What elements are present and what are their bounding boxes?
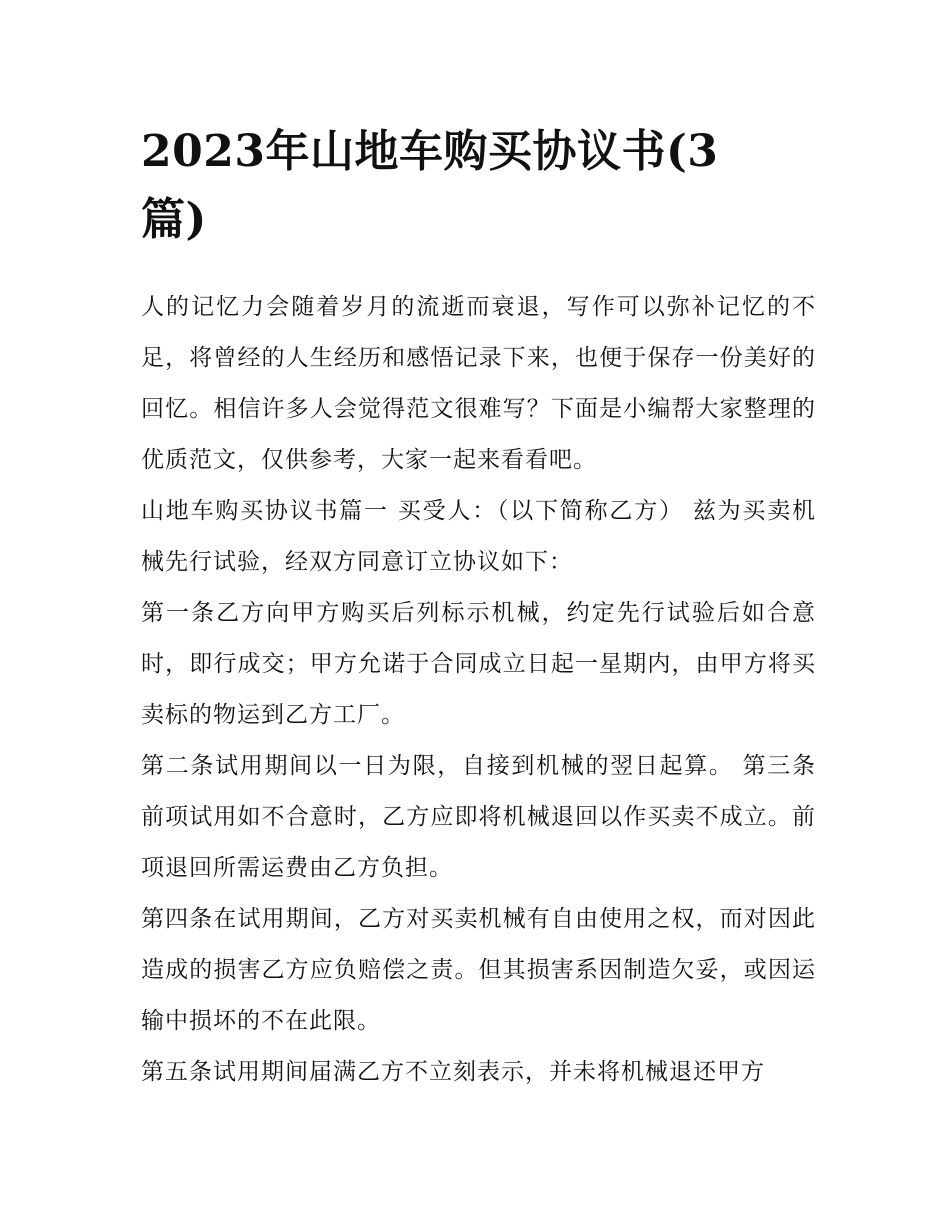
paragraph-article-1: 第一条乙方向甲方购买后列标示机械，约定先行试验后如合意时，即行成交；甲方允诺于合同成立日起一星期内，由甲方将买卖标的物运到乙方工厂。 bbox=[141, 600, 816, 728]
document-body bbox=[141, 282, 816, 1098]
paragraph-agreement-preamble: 山地车购买协议书篇一 买受人：（以下简称乙方） 兹为买卖机械先行试验，经双方同意订立协议如下： bbox=[141, 498, 816, 575]
paragraph-article-4: 第四条在试用期间，乙方对买卖机械有自由使用之权，而对因此造成的损害乙方应负赔偿之责。但其损害系因制造欠妥，或因运输中损坏的不在此限。 bbox=[141, 906, 816, 1034]
document-title: 2023年山地车购买协议书(3篇) bbox=[141, 126, 719, 245]
paragraph-article-2-3: 第二条试用期间以一日为限，自接到机械的翌日起算。 第三条前项试用如不合意时，乙方应即将机械退回以作买卖不成立。前项退回所需运费由乙方负担。 bbox=[141, 753, 816, 881]
paragraph-article-5: 第五条试用期间届满乙方不立刻表示，并未将机械退还甲方 bbox=[141, 1059, 765, 1085]
document-page bbox=[141, 118, 816, 1098]
paragraph-intro: 人的记忆力会随着岁月的流逝而衰退，写作可以弥补记忆的不足，将曾经的人生经历和感悟记录下来，也便于保存一份美好的回忆。相信许多人会觉得范文很难写？下面是小编帮大家整理的优质范文，仅供参考，大家一起来看看吧。 bbox=[141, 294, 816, 473]
